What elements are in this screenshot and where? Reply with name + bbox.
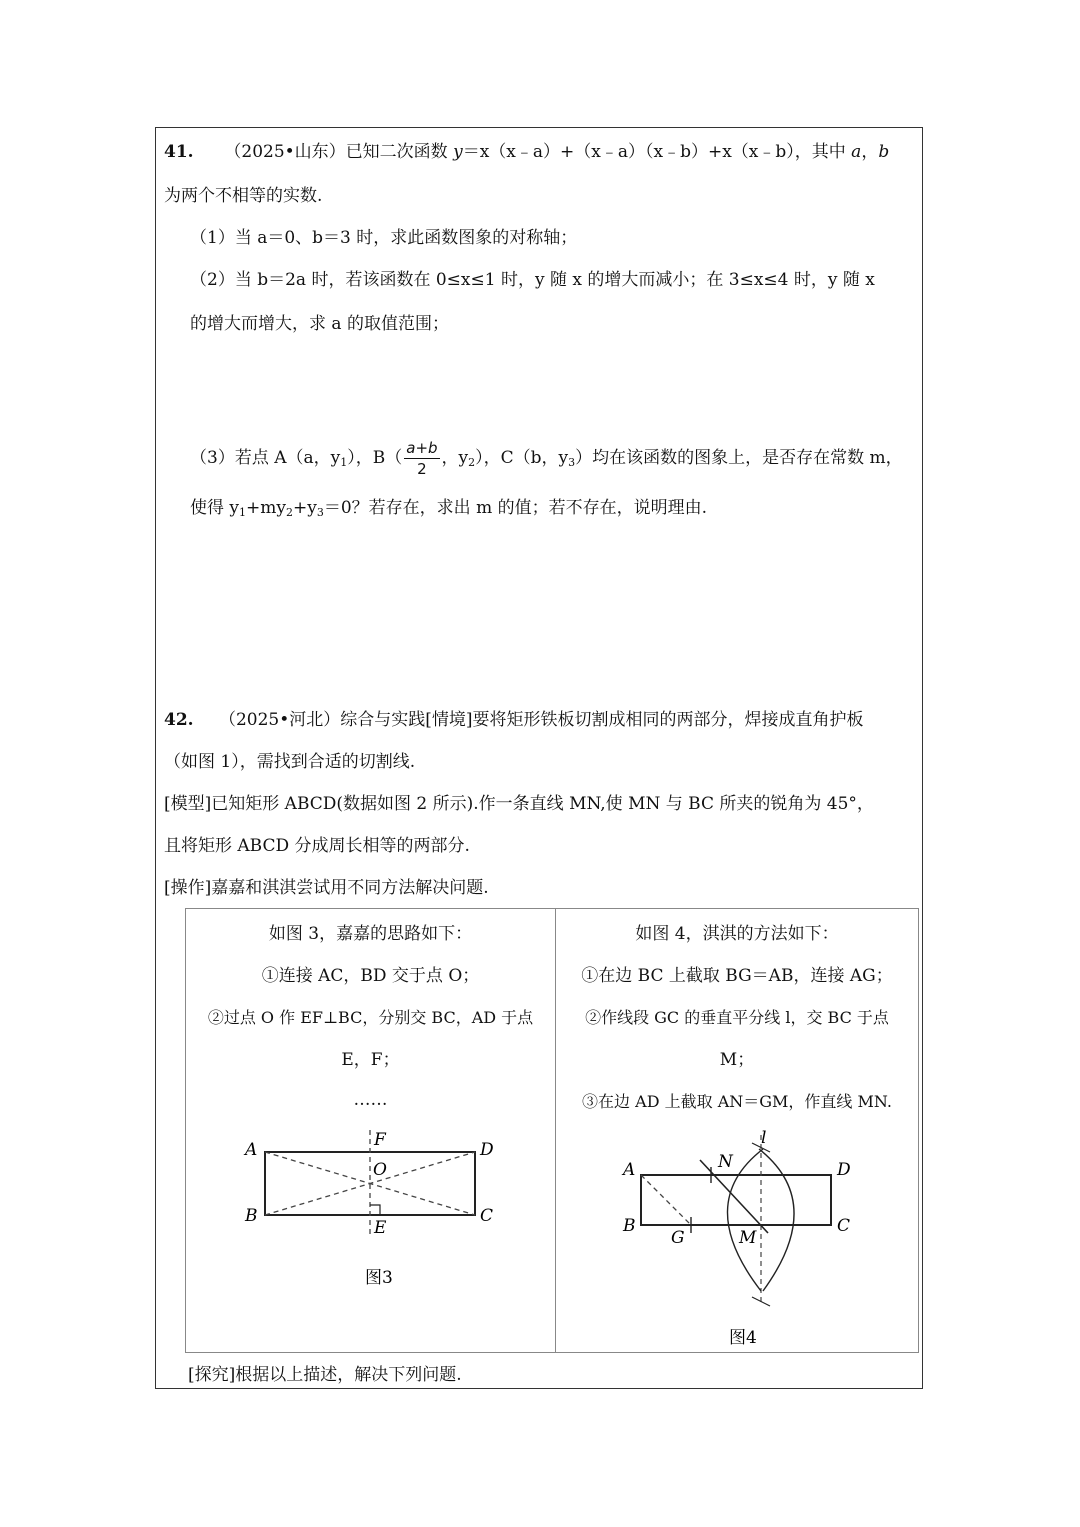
q41-p3-l2a: 使得 y: [190, 498, 240, 518]
q41-p3-l2s3: 3: [316, 506, 324, 519]
label-a: A: [245, 1140, 258, 1160]
left-line-5: ……: [353, 1090, 388, 1110]
q41-p3-pre: （3）若点 A（a，y: [190, 448, 341, 468]
q41-p3-mid2: ，y: [441, 448, 469, 468]
q42-line-2: （如图 1），需找到合适的切割线.: [164, 752, 416, 772]
q41-p3-l2s1: 1: [239, 506, 247, 519]
q41-part-3-line-1: [190, 438, 903, 483]
label-o: O: [373, 1160, 387, 1180]
q42-explore: [探究]根据以上描述，解决下列问题.: [188, 1365, 462, 1385]
right-line-1: 如图 4，淇淇的方法如下：: [635, 924, 839, 944]
q42-line-5: [操作]嘉嘉和淇淇尝试用不同方法解决问题.: [164, 878, 489, 898]
q41-formula: ＝x（x﹣a）+（x﹣a）（x﹣b）+x（x﹣b），其中: [462, 142, 846, 162]
figure-3: [230, 1125, 520, 1295]
q42-line-1: [164, 708, 864, 732]
q41-part-2-line-2: 的增大而增大，求 a 的取值范围；: [190, 314, 449, 334]
right-line-5: ③在边 AD 上截取 AN＝GM，作直线 MN.: [582, 1092, 892, 1111]
label-f: F: [374, 1130, 386, 1150]
q41-formula-y: y: [453, 142, 463, 162]
q42-line-3: [模型]已知矩形 ABCD(数据如图 2 所示).作一条直线 MN,使 MN 与 BC 所夹的锐角为 45°，: [164, 794, 874, 814]
label-d: D: [837, 1160, 851, 1180]
q41-p3-mid1: ），B（: [347, 448, 403, 468]
label-c: C: [480, 1206, 494, 1226]
label-l: l: [761, 1128, 767, 1148]
right-line-2: ①在边 BC 上截取 BG＝AB，连接 AG；: [581, 966, 893, 986]
label-m: M: [739, 1228, 757, 1248]
right-line-3: ②作线段 GC 的垂直平分线 l，交 BC 于点: [585, 1008, 889, 1027]
q41-p3-l2c: +y: [292, 498, 317, 518]
label-g: G: [671, 1228, 685, 1248]
q41-p3-l2d: ＝0？若存在，求出 m 的值；若不存在，说明理由.: [323, 498, 707, 518]
q42-number: 42.: [164, 710, 194, 730]
q41-p3-l2b: +my: [246, 498, 286, 518]
q41-p3-l2s2: 2: [285, 506, 293, 519]
fraction-denominator: 2: [417, 460, 427, 478]
q41-p3-post: ）均在该函数的图象上，是否存在常数 m，: [575, 448, 903, 468]
line-mn: [700, 1160, 768, 1233]
label-a: A: [623, 1160, 636, 1180]
fraction-numerator: a+b: [406, 439, 438, 457]
right-angle-mark: [370, 1205, 380, 1215]
q41-number: 41.: [164, 142, 194, 162]
label-d: D: [480, 1140, 494, 1160]
label-e: E: [374, 1218, 387, 1238]
arc-right: [759, 1149, 794, 1291]
q41-line-2: 为两个不相等的实数.: [164, 186, 323, 206]
rectangle-abcd: [641, 1175, 831, 1225]
label-c: C: [837, 1216, 851, 1236]
q41-stem-a: 已知二次函数: [345, 142, 448, 162]
q41-line-1: [164, 140, 889, 164]
label-n: N: [718, 1152, 733, 1172]
q41-p3-sub1: 1: [340, 456, 348, 469]
segment-ag: [641, 1175, 691, 1225]
q41-part-3-line-2: [190, 496, 707, 525]
q41-var-b: b: [878, 142, 890, 162]
label-b: B: [245, 1206, 258, 1226]
q41-part-2-line-1: （2）当 b＝2a 时，若该函数在 0≤x≤1 时，y 随 x 的增大而减小；在 3≤x≤4 时，y 随 x: [190, 270, 875, 290]
q41-p3-sub3: 3: [568, 456, 576, 469]
label-b: B: [623, 1216, 636, 1236]
q41-p3-mid3: ），C（b，y: [475, 448, 569, 468]
left-line-1: 如图 3，嘉嘉的思路如下：: [268, 924, 473, 944]
q42-line-4: 且将矩形 ABCD 分成周长相等的两部分.: [164, 836, 470, 856]
q41-part-1: （1）当 a＝0、b＝3 时，求此函数图象的对称轴；: [190, 228, 578, 248]
q41-p3-sub2: 2: [468, 456, 476, 469]
figure-3-caption: 图3: [365, 1268, 393, 1288]
q41-var-a: a: [851, 142, 862, 162]
left-line-2: ①连接 AC，BD 交于点 O；: [261, 966, 480, 986]
q41-source: （2025•山东）: [224, 142, 346, 162]
figure-4-caption: 图4: [729, 1328, 757, 1348]
figure-4: [615, 1125, 865, 1350]
left-line-3: ②过点 O 作 EF⊥BC，分别交 BC，AD 于点: [207, 1008, 534, 1027]
q42-line-1-text: （2025•河北）综合与实践[情境]要将矩形铁板切割成相同的两部分，焊接成直角护板: [218, 710, 864, 730]
left-line-4: E，F；: [341, 1050, 400, 1070]
q41-comma: ，: [861, 142, 879, 162]
fraction: [404, 438, 439, 479]
right-line-4: M；: [719, 1050, 755, 1070]
